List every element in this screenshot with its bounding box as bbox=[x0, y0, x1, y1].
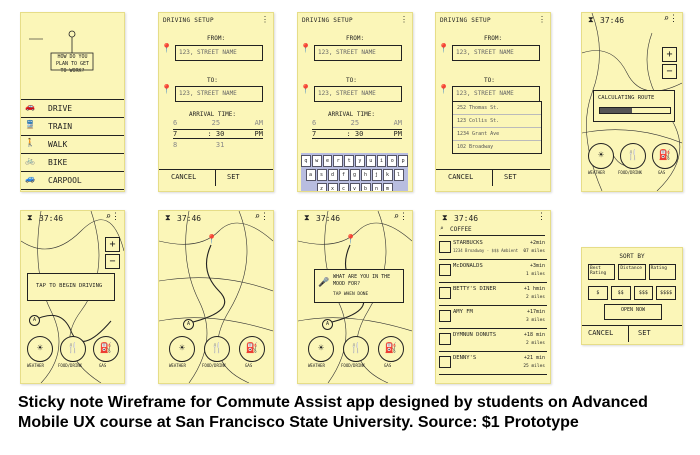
option-label: TRAIN bbox=[48, 122, 73, 131]
hourglass-icon: ⧗ bbox=[588, 15, 594, 24]
to-field[interactable] bbox=[175, 86, 263, 102]
bottom-action-bar bbox=[27, 336, 117, 376]
from-value: 123, STREET NAME bbox=[179, 49, 237, 56]
to-value: 123, STREET NAME bbox=[318, 90, 376, 97]
car-icon: 🚗 bbox=[25, 102, 35, 111]
figure-caption: Sticky note Wireframe for Commute Assist app designed by students on Advanced Mobile UX course at San Francisco State University. Source: $1 Prototype bbox=[18, 394, 648, 431]
status-bar bbox=[582, 13, 682, 29]
food-drink-label: FOOD/DRINK bbox=[618, 170, 643, 175]
to-field[interactable] bbox=[314, 86, 402, 102]
more-icon[interactable]: ⋮ bbox=[260, 212, 269, 222]
keyboard-key[interactable]: z bbox=[317, 183, 327, 192]
tap-when-done-button[interactable]: TAP WHEN DONE bbox=[333, 292, 369, 297]
marker-a: A bbox=[183, 319, 194, 330]
keyboard-key[interactable]: a bbox=[306, 169, 316, 181]
cancel-button[interactable]: CANCEL bbox=[171, 173, 197, 181]
result-row[interactable] bbox=[439, 352, 547, 375]
keyboard-key[interactable]: b bbox=[361, 183, 371, 192]
food-drink-button[interactable]: 🍴 bbox=[204, 336, 230, 362]
place-name: STARBUCKS bbox=[453, 240, 483, 246]
food-drink-button[interactable]: 🍴 bbox=[60, 336, 86, 362]
detour-time: +21 min bbox=[523, 355, 545, 361]
set-button[interactable]: SET bbox=[638, 329, 651, 337]
pin-icon: 📍 bbox=[161, 44, 173, 54]
detour-time: +18 min bbox=[523, 332, 545, 338]
keyboard-key[interactable]: w bbox=[312, 155, 322, 167]
time-row: 6 25 AM bbox=[173, 119, 263, 127]
detour-time: +1 hmin bbox=[523, 286, 545, 292]
keyboard-key[interactable]: p bbox=[398, 155, 408, 167]
screen-title: DRIVING SETUP bbox=[163, 17, 214, 24]
keyboard-key[interactable]: s bbox=[317, 169, 327, 181]
pin-icon: 📍 bbox=[438, 44, 450, 54]
option-bike[interactable] bbox=[21, 153, 124, 171]
search-query: COFFEE bbox=[450, 226, 472, 233]
divider bbox=[628, 326, 629, 342]
screen-title: DRIVING SETUP bbox=[302, 17, 353, 24]
from-field[interactable] bbox=[314, 45, 402, 61]
from-value: 123, STREET NAME bbox=[318, 49, 376, 56]
action-bar bbox=[436, 169, 550, 186]
progress-fill bbox=[600, 108, 632, 113]
keyboard-key[interactable]: y bbox=[355, 155, 365, 167]
keyboard-key[interactable]: d bbox=[328, 169, 338, 181]
to-label: TO: bbox=[484, 77, 495, 84]
distance: 2 miles bbox=[526, 295, 545, 300]
price-option-2[interactable]: $$ bbox=[611, 286, 631, 300]
hourglass-icon: ⧗ bbox=[165, 213, 171, 222]
walk-icon: 🚶 bbox=[25, 138, 35, 147]
place-name: DENNY'S bbox=[453, 355, 477, 361]
food-drink-label: FOOD/DRINK bbox=[202, 363, 227, 368]
pin-icon: 📍 bbox=[300, 44, 312, 54]
keyboard-key[interactable]: v bbox=[350, 183, 360, 192]
detour-time: +17min bbox=[526, 309, 545, 315]
option-label: DRIVE bbox=[48, 104, 73, 113]
place-name: McDONALDS bbox=[453, 263, 483, 269]
time-row-selected: 7 : 30 PM bbox=[173, 130, 263, 138]
more-icon[interactable]: ⋮ bbox=[400, 15, 408, 24]
sticky-note-driving-setup-keyboard bbox=[297, 12, 413, 192]
screen-title: DRIVING SETUP bbox=[440, 17, 491, 24]
price-option-3[interactable]: $$$ bbox=[634, 286, 654, 300]
to-field[interactable] bbox=[452, 86, 540, 102]
bottom-action-bar bbox=[588, 143, 676, 183]
pin-icon: 📍 bbox=[438, 85, 450, 95]
pin-icon: 📍 bbox=[300, 85, 312, 95]
weather-button[interactable]: ☀ bbox=[27, 336, 53, 362]
result-row[interactable] bbox=[439, 283, 547, 306]
keyboard-key[interactable]: c bbox=[339, 183, 349, 192]
bottom-action-bar bbox=[308, 336, 402, 376]
keyboard-key[interactable]: u bbox=[366, 155, 376, 167]
food-drink-button[interactable]: 🍴 bbox=[620, 143, 646, 169]
hourglass-icon: ⧗ bbox=[304, 213, 310, 222]
keyboard-key[interactable]: j bbox=[372, 169, 382, 181]
zoom-in-button[interactable]: + bbox=[662, 47, 677, 62]
suggestion-item[interactable]: 102 Broadway bbox=[457, 144, 494, 150]
zoom-out-button[interactable]: − bbox=[105, 254, 120, 269]
on-screen-keyboard[interactable] bbox=[301, 153, 408, 192]
action-bar bbox=[582, 325, 682, 342]
gas-label: GAS bbox=[245, 363, 253, 368]
from-value: 123, STREET NAME bbox=[456, 49, 514, 56]
calculating-dialog bbox=[593, 90, 675, 122]
place-name: BETTY'S DINER bbox=[453, 286, 497, 292]
more-icon[interactable]: ⋮ bbox=[537, 212, 546, 222]
destination-pin-icon: 📍 bbox=[206, 235, 218, 245]
bike-icon: 🚲 bbox=[25, 156, 35, 165]
more-icon[interactable]: ⋮ bbox=[261, 15, 269, 24]
to-value: 123, STREET NAME bbox=[456, 90, 514, 97]
keyboard-key[interactable]: x bbox=[328, 183, 338, 192]
status-time: 37:46 bbox=[316, 214, 341, 223]
place-thumbnail-icon bbox=[439, 264, 451, 276]
action-bar bbox=[159, 169, 273, 186]
result-row[interactable] bbox=[439, 306, 547, 329]
result-list bbox=[439, 237, 547, 375]
weather-button[interactable]: ☀ bbox=[169, 336, 195, 362]
suggestion-list bbox=[452, 101, 542, 154]
status-time: 37:46 bbox=[600, 16, 625, 25]
from-label: FROM: bbox=[484, 35, 503, 42]
more-icon[interactable]: ⋮ bbox=[399, 212, 408, 222]
distance-option[interactable]: Distance bbox=[618, 264, 645, 280]
keyboard-key[interactable]: n bbox=[372, 183, 382, 192]
transport-option-list bbox=[21, 99, 124, 190]
weather-label: WEATHER bbox=[169, 363, 186, 368]
bottom-action-bar bbox=[169, 336, 263, 376]
from-field[interactable] bbox=[452, 45, 540, 61]
status-bar bbox=[298, 211, 412, 227]
gas-button[interactable]: ⛽ bbox=[378, 336, 404, 362]
distance: 2 miles bbox=[526, 341, 545, 346]
option-carpool[interactable] bbox=[21, 171, 124, 190]
keyboard-key[interactable]: r bbox=[333, 155, 343, 167]
sticky-note-transport-choice bbox=[20, 12, 125, 192]
option-train[interactable] bbox=[21, 117, 124, 135]
status-bar bbox=[159, 211, 273, 227]
more-icon[interactable]: ⋮ bbox=[538, 15, 546, 24]
search-icon[interactable]: ⌕ bbox=[105, 212, 111, 222]
sort-row-price bbox=[588, 286, 676, 300]
set-button[interactable]: SET bbox=[227, 173, 240, 181]
sticky-note-coffee-results bbox=[435, 210, 551, 384]
time-row: 8 31 bbox=[173, 141, 225, 149]
cancel-button[interactable]: CANCEL bbox=[588, 329, 614, 337]
detour-time: +3min bbox=[529, 263, 545, 269]
to-label: TO: bbox=[346, 77, 357, 84]
place-name: DYMNUN DONUTS bbox=[453, 332, 497, 338]
option-drive[interactable] bbox=[21, 99, 124, 117]
progress-bar bbox=[599, 107, 671, 114]
status-time: 37:46 bbox=[454, 214, 479, 223]
gas-button[interactable]: ⛽ bbox=[239, 336, 265, 362]
zoom-in-button[interactable]: + bbox=[105, 237, 120, 252]
keyboard-key[interactable]: g bbox=[350, 169, 360, 181]
option-label: WALK bbox=[48, 140, 68, 149]
mood-dialog bbox=[314, 269, 404, 303]
search-icon[interactable]: ⌕ bbox=[393, 212, 399, 222]
price-option-1[interactable]: $ bbox=[588, 286, 608, 300]
time-picker[interactable] bbox=[173, 119, 263, 149]
suggestion-item[interactable]: 123 Collis St. bbox=[453, 115, 541, 128]
gas-label: GAS bbox=[658, 170, 666, 175]
divider bbox=[492, 170, 493, 186]
sticky-note-driving-setup bbox=[158, 12, 274, 192]
place-thumbnail-icon bbox=[439, 241, 451, 253]
keyboard-key[interactable]: h bbox=[361, 169, 371, 181]
search-icon[interactable]: ⌕ bbox=[663, 14, 669, 24]
open-now-toggle[interactable]: OPEN NOW bbox=[604, 304, 662, 320]
rating-option[interactable]: Rating bbox=[649, 264, 676, 280]
food-drink-button[interactable]: 🍴 bbox=[343, 336, 369, 362]
keyboard-key[interactable]: q bbox=[301, 155, 311, 167]
sticky-note-sort-by bbox=[581, 247, 683, 345]
gas-button[interactable]: ⛽ bbox=[652, 143, 678, 169]
begin-driving-text: TAP TO BEGIN DRIVING bbox=[36, 283, 103, 289]
keyboard-key[interactable]: t bbox=[344, 155, 354, 167]
more-icon[interactable]: ⋮ bbox=[111, 212, 120, 222]
place-subtitle: 1234 Broadway · $$$ Ambient bbox=[453, 248, 519, 253]
from-field[interactable] bbox=[175, 45, 263, 61]
hourglass-icon: ⧗ bbox=[442, 213, 448, 222]
to-label: TO: bbox=[207, 77, 218, 84]
distance: 07 miles bbox=[523, 249, 545, 254]
status-time: 37:46 bbox=[39, 214, 64, 223]
status-bar bbox=[21, 211, 124, 227]
weather-label: WEATHER bbox=[308, 363, 325, 368]
option-label: CARPOOL bbox=[48, 176, 82, 185]
question-text: HOW DO YOU PLAN TO GET TO WORK? bbox=[55, 54, 90, 74]
gas-button[interactable]: ⛽ bbox=[93, 336, 119, 362]
option-walk[interactable] bbox=[21, 135, 124, 153]
weather-label: WEATHER bbox=[27, 363, 44, 368]
train-icon: 🚆 bbox=[25, 120, 35, 129]
price-option-4[interactable]: $$$$ bbox=[656, 286, 676, 300]
sticky-note-route-map bbox=[158, 210, 274, 384]
food-drink-label: FOOD/DRINK bbox=[341, 363, 366, 368]
weather-button[interactable]: ☀ bbox=[588, 143, 614, 169]
result-row[interactable] bbox=[439, 329, 547, 352]
search-icon: ⌕ bbox=[440, 225, 444, 232]
keyboard-key[interactable]: i bbox=[377, 155, 387, 167]
from-label: FROM: bbox=[346, 35, 365, 42]
pin-icon: 📍 bbox=[161, 85, 173, 95]
keyboard-key[interactable]: m bbox=[383, 183, 393, 192]
keyboard-key[interactable]: l bbox=[394, 169, 404, 181]
keyboard-key[interactable]: e bbox=[323, 155, 333, 167]
place-thumbnail-icon bbox=[439, 287, 451, 299]
keyboard-key[interactable]: o bbox=[387, 155, 397, 167]
distance: 1 miles bbox=[526, 272, 545, 277]
suggestion-item[interactable]: 1234 Grant Ave bbox=[453, 128, 541, 141]
place-thumbnail-icon bbox=[439, 356, 451, 368]
keyboard-row bbox=[301, 169, 408, 181]
sort-row-primary bbox=[588, 264, 676, 280]
begin-driving-button[interactable] bbox=[27, 273, 115, 301]
sticky-note-address-suggestions bbox=[435, 12, 551, 192]
gas-label: GAS bbox=[99, 363, 107, 368]
mood-question: WHAT ARE YOU IN THE MOOD FOR? bbox=[333, 274, 391, 287]
keyboard-key[interactable]: f bbox=[339, 169, 349, 181]
sticky-note-mood-prompt bbox=[297, 210, 413, 384]
divider bbox=[215, 170, 216, 186]
hourglass-icon: ⧗ bbox=[27, 213, 33, 222]
cancel-button[interactable]: CANCEL bbox=[448, 173, 474, 181]
sticky-note-begin-driving bbox=[20, 210, 125, 384]
food-drink-label: FOOD/DRINK bbox=[58, 363, 83, 368]
time-picker[interactable] bbox=[312, 119, 402, 141]
keyboard-row bbox=[301, 155, 408, 167]
result-row[interactable] bbox=[439, 260, 547, 283]
to-value: 123, STREET NAME bbox=[179, 90, 237, 97]
best-rating-option[interactable]: Best Rating bbox=[588, 264, 615, 280]
keyboard-key[interactable]: k bbox=[383, 169, 393, 181]
distance: 3 miles bbox=[526, 318, 545, 323]
weather-button[interactable]: ☀ bbox=[308, 336, 334, 362]
option-label: BIKE bbox=[48, 158, 68, 167]
sort-title: SORT BY bbox=[619, 253, 645, 260]
distance: 25 miles bbox=[523, 364, 545, 369]
arrival-label: ARRIVAL TIME: bbox=[189, 111, 236, 118]
calculating-text: CALCULATING ROUTE bbox=[598, 95, 655, 101]
carpool-icon: 🚙 bbox=[25, 174, 35, 183]
weather-label: WEATHER bbox=[588, 170, 605, 175]
sticky-note-calculating-route bbox=[581, 12, 683, 192]
suggestion-item[interactable]: 252 Thomas St. bbox=[453, 102, 541, 115]
marker-a: A bbox=[29, 315, 40, 326]
destination-pin-icon: 📍 bbox=[345, 235, 357, 245]
time-row-selected: 7 : 30 PM bbox=[312, 130, 402, 138]
zoom-out-button[interactable]: − bbox=[662, 64, 677, 79]
keyboard-row bbox=[301, 183, 408, 192]
search-icon[interactable]: ⌕ bbox=[254, 212, 260, 222]
status-time: 37:46 bbox=[177, 214, 202, 223]
microphone-icon[interactable]: 🎤 bbox=[318, 278, 330, 288]
from-label: FROM: bbox=[207, 35, 226, 42]
more-icon[interactable]: ⋮ bbox=[669, 14, 678, 24]
place-thumbnail-icon bbox=[439, 310, 451, 322]
search-bar[interactable] bbox=[439, 225, 545, 236]
place-name: AMY FM bbox=[453, 309, 473, 315]
place-thumbnail-icon bbox=[439, 333, 451, 345]
marker-a: A bbox=[322, 319, 333, 330]
time-row: 6 25 AM bbox=[312, 119, 402, 127]
gas-label: GAS bbox=[384, 363, 392, 368]
result-row[interactable] bbox=[439, 237, 547, 260]
set-button[interactable]: SET bbox=[504, 173, 517, 181]
arrival-label: ARRIVAL TIME: bbox=[328, 111, 375, 118]
detour-time: +2min bbox=[529, 240, 545, 246]
